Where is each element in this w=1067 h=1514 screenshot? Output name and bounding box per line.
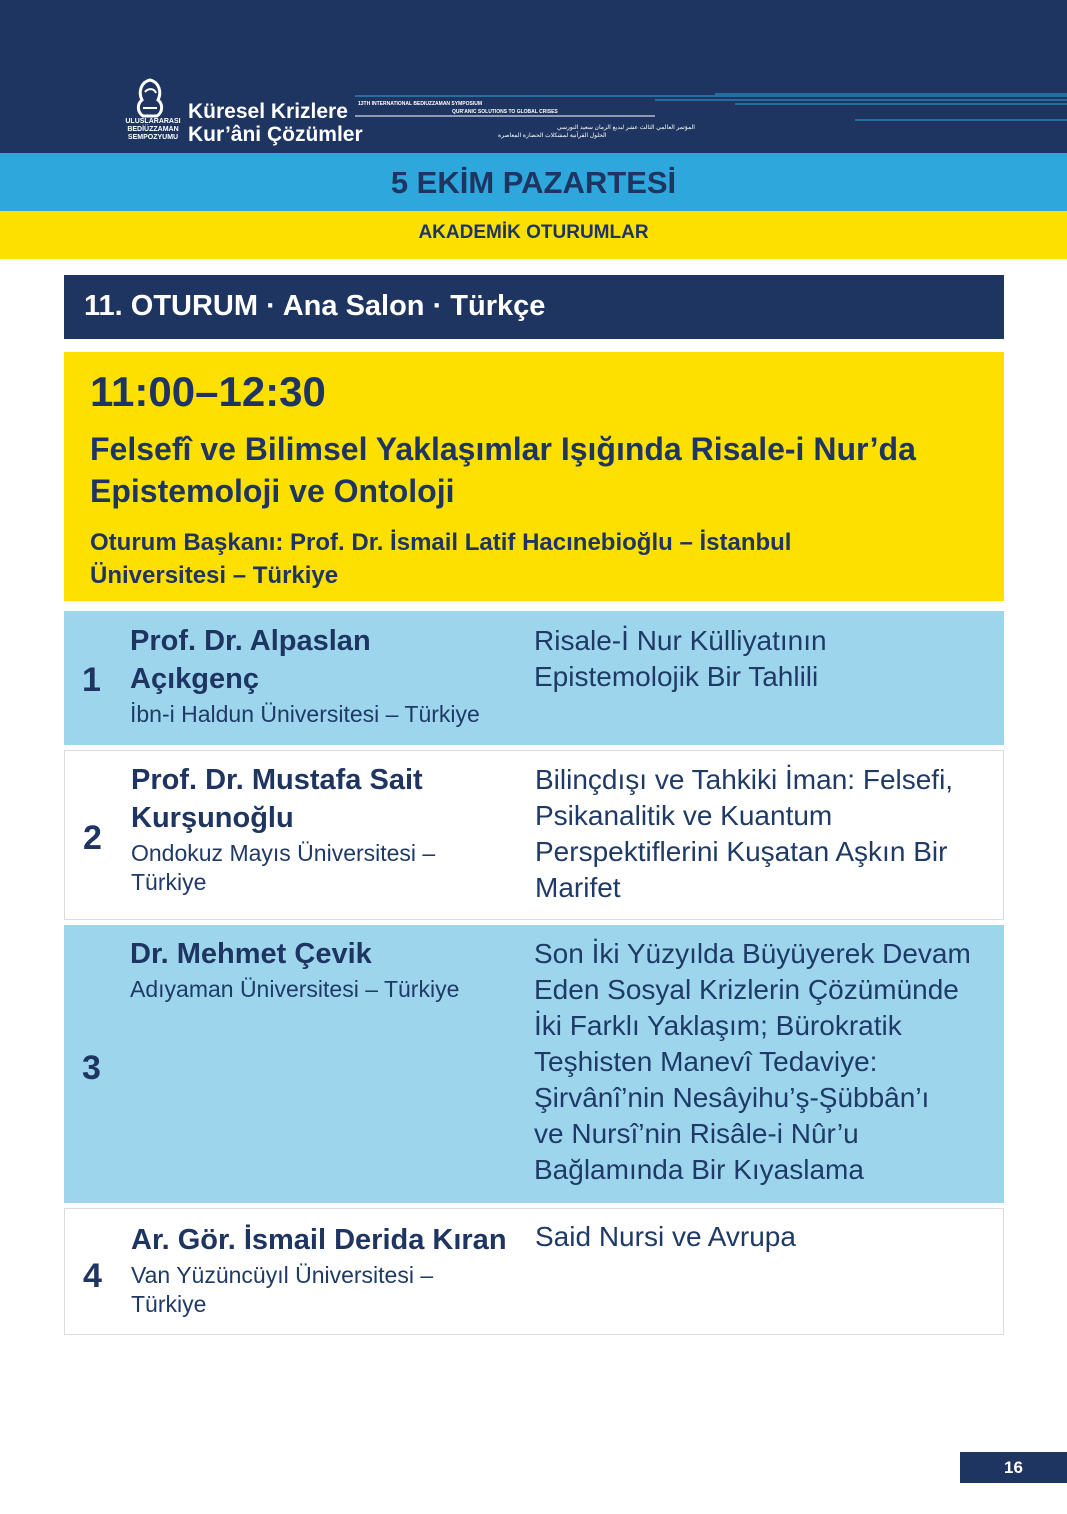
presentation-row xyxy=(64,925,1004,1203)
session-chair: Oturum Başkanı: Prof. Dr. İsmail Latif Hacınebioğlu – İstanbul Üniversitesi – Türkiye xyxy=(90,529,792,589)
presenter xyxy=(131,1221,521,1319)
presentation-number: 2 xyxy=(83,819,102,857)
session-info xyxy=(64,352,1004,601)
page-header xyxy=(0,0,1067,153)
paper-title: Son İki Yüzyılda Büyüyerek Devam Eden Sosyal Krizlerin Çözümünde İki Farklı Yaklaşım; Bürokratik Teşhisten Manevî Tedaviye: Şirvânî’nin Nesâyihu’ş-Şübbân’ı ve Nursî’nin Risâle-i Nûr’u Bağlamında Bir Kıyaslama xyxy=(534,938,971,1185)
presenter-affiliation: Van Yüzüncüyıl Üniversitesi – Türkiye xyxy=(131,1262,434,1317)
presentation-row xyxy=(64,750,1004,920)
presenter-name: Prof. Dr. Mustafa Sait Kurşunoğlu xyxy=(131,764,423,834)
presenter xyxy=(130,622,520,729)
presenter-name: Prof. Dr. Alpaslan Açıkgenç xyxy=(130,625,371,695)
paper-title: Said Nursi ve Avrupa xyxy=(535,1221,796,1252)
presenter xyxy=(131,761,521,897)
logo-title: Küresel Krizlere Kur’âni Çözümler xyxy=(188,100,363,146)
logo-caption: ULUSLARARASI BEDİÜZZAMAN SEMPOZYUMU xyxy=(125,118,181,141)
presenter-affiliation: Adıyaman Üniversitesi – Türkiye xyxy=(130,976,460,1002)
presenter-affiliation: İbn-i Haldun Üniversitesi – Türkiye xyxy=(130,701,480,727)
session-time: 11:00–12:30 xyxy=(90,368,326,415)
session-topic: Felsefî ve Bilimsel Yaklaşımlar Işığında Risale-i Nur’da Epistemoloji ve Ontoloji xyxy=(90,431,916,509)
symposium-name-arabic: المؤتمر العالمي الثالث عشر لبديع الزمان سعيد النورسي xyxy=(557,125,695,131)
paper-title: Risale-İ Nur Külliyatının Epistemolojik Bir Tahlili xyxy=(534,625,827,692)
symposium-theme-english: QUR'ANIC SOLUTIONS TO GLOBAL CRISES xyxy=(452,109,558,115)
presentation-row xyxy=(64,1208,1004,1335)
symposium-theme-arabic: الحلول القرآنية لمشكلات الحضارة المعاصرة xyxy=(498,133,607,139)
page-number: 16 xyxy=(960,1452,1067,1483)
paper-title: Bilinçdışı ve Tahkiki İman: Felsefi, Psikanalitik ve Kuantum Perspektiflerini Kuşatan Aşkın Bir Marifet xyxy=(535,764,954,903)
presentation-number: 1 xyxy=(82,661,101,699)
symposium-logo-icon xyxy=(133,78,167,120)
presentation-number: 3 xyxy=(82,1049,101,1087)
section-title: AKADEMİK OTURUMLAR xyxy=(0,211,1067,259)
presenter-name: Dr. Mehmet Çevik xyxy=(130,938,372,970)
symposium-name-english: 13TH INTERNATIONAL BEDIUZZAMAN SYMPOSIUM xyxy=(358,101,482,107)
presenter-name: Ar. Gör. İsmail Derida Kıran xyxy=(131,1224,507,1256)
presentation-number: 4 xyxy=(83,1257,102,1295)
session-heading: 11. OTURUM · Ana Salon · Türkçe xyxy=(64,275,1004,339)
presenter xyxy=(130,935,520,1004)
presentation-row xyxy=(64,611,1004,745)
day-title: 5 EKİM PAZARTESİ xyxy=(0,153,1067,211)
presenter-affiliation: Ondokuz Mayıs Üniversitesi – Türkiye xyxy=(131,840,436,895)
